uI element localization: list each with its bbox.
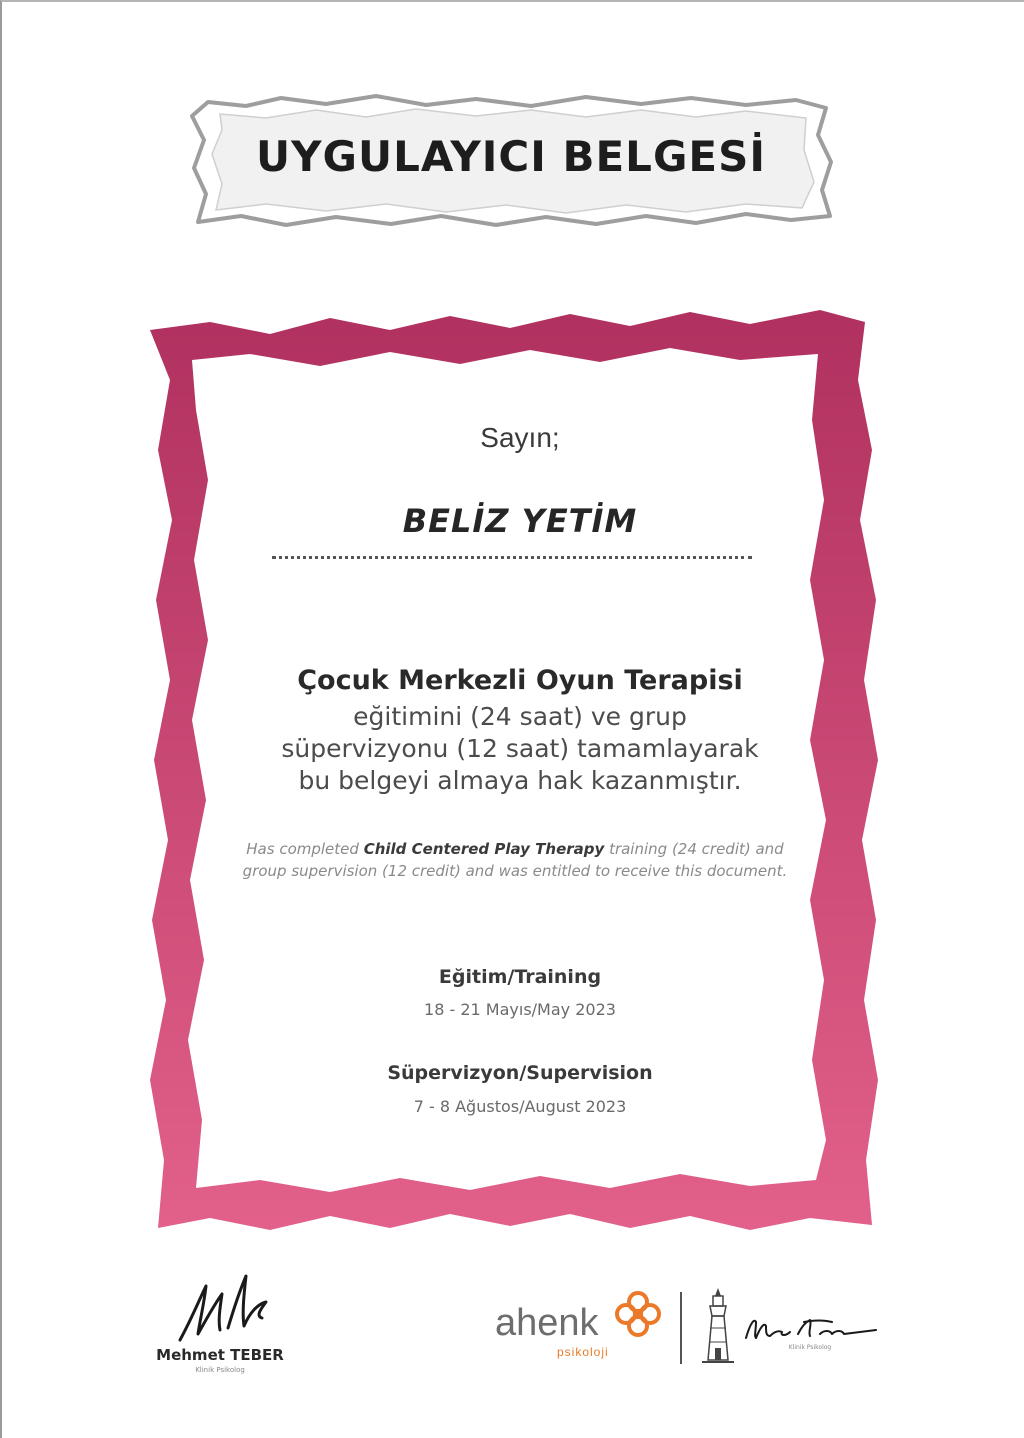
english-program: Child Centered Play Therapy (363, 840, 605, 858)
signatory-role: Klinik Psikolog (195, 1366, 245, 1374)
training-dates: 18 - 21 Mayıs/May 2023 (424, 1000, 616, 1019)
brand-subtitle: psikoloji (557, 1345, 609, 1359)
brand-divider (680, 1292, 682, 1364)
signatory-name: Mehmet TEBER (156, 1346, 284, 1364)
certificate-title: UYGULAYICI BELGESİ (256, 132, 766, 181)
recipient-name: BELİZ YETİM (402, 502, 638, 540)
name-dotted-line (272, 556, 752, 559)
body-line-1: eğitimini (24 saat) ve grup (353, 702, 687, 731)
english-prefix: Has completed (246, 840, 364, 858)
body-line-2: süpervizyonu (12 saat) tamamlayarak (281, 734, 759, 763)
supervision-label: Süpervizyon/Supervision (387, 1062, 653, 1084)
right-signature-icon (740, 1312, 880, 1346)
flower-logo-icon (612, 1288, 664, 1340)
brand-name: ahenk (495, 1302, 599, 1344)
tower-icon (698, 1286, 738, 1366)
greeting: Sayın; (480, 422, 560, 453)
english-description (230, 838, 800, 882)
left-signature-icon (170, 1268, 280, 1348)
training-label: Eğitim/Training (438, 966, 602, 988)
right-signatory-role: Klinik Psikolog (788, 1344, 832, 1351)
english-suffix: training (24 credit) and group supervision (12 credit) and was entitled to receive this document. (242, 840, 788, 880)
body-line-3: bu belgeyi almaya hak kazanmıştır. (298, 766, 742, 795)
program-title: Çocuk Merkezli Oyun Terapisi (297, 665, 743, 696)
supervision-dates: 7 - 8 Ağustos/August 2023 (413, 1097, 627, 1116)
